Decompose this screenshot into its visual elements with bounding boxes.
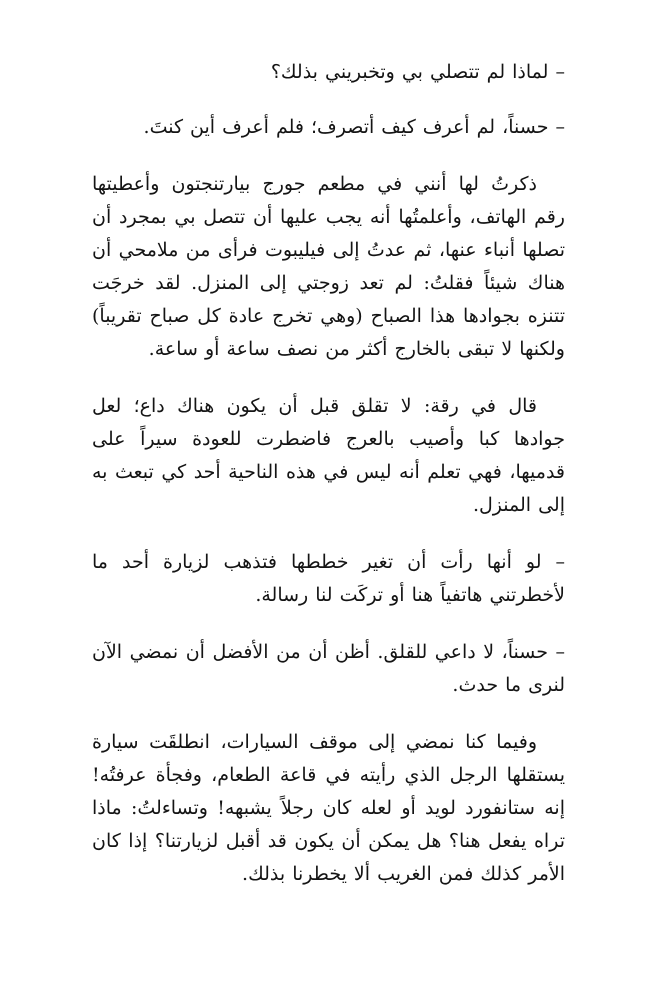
paragraph-dialog-1: – لماذا لم تتصلي بي وتخبريني بذلك؟ — [270, 61, 565, 83]
paragraph-narration-3: وفيما كنا نمضي إلى موقف السيارات، انطلقَت سيارة يستقلها الرجل الذي رأيته في قاعة الطعام، وفجأة عرفتُه! إنه ستانفورد لويد أو لعله كان رجلاً يشبهه! وتساءلتُ: ماذا تراه يفعل هنا؟ هل يمكن أن يكون قد أقبل لزيارتنا؟ إذا كان الأمر كذلك فمن الغريب ألا يخطرنا بذلك. — [92, 731, 565, 885]
paragraph-narration-2: قال في رقة: لا تقلق قبل أن يكون هناك داع؛ لعل جوادها كبا وأصيب بالعرج فاضطرت للعودة سيراً على قدميها، فهي تعلم أنه ليس في هذه الناحية أحد كي تبعث به إلى المنزل. — [92, 395, 565, 516]
paragraph-narration-1: ذكرتُ لها أنني في مطعم جورج بيارتنجتون وأعطيتها رقم الهاتف، وأعلمتُها أنه يجب عليها أن تتصل بي بمجرد أن تصلها أنباء عنها، ثم عدتُ إلى فيليبوت فرأى من ملامحي أن هناك شيئاً فقلتُ: لم تعد زوجتي إلى المنزل. لقد خرجَت تتنزه بجوادها هذا الصباح (وهي تخرج عادة كل صباح تقريباً) ولكنها لا تبقى بالخارج أكثر من نصف ساعة أو ساعة. — [92, 173, 565, 360]
paragraph-dialog-4: – حسناً، لا داعي للقلق. أظن أن من الأفضل أن نمضي الآن لنرى ما حدث. — [92, 641, 565, 696]
paragraph-dialog-2: – حسناً، لم أعرف كيف أتصرف؛ فلم أعرف أين كنتَ. — [143, 116, 565, 138]
paragraph-dialog-3: – لو أنها رأت أن تغير خططها فتذهب لزيارة أحد ما لأخطرتني هاتفياً هنا أو تركَت لنا رسالة. — [92, 551, 565, 606]
